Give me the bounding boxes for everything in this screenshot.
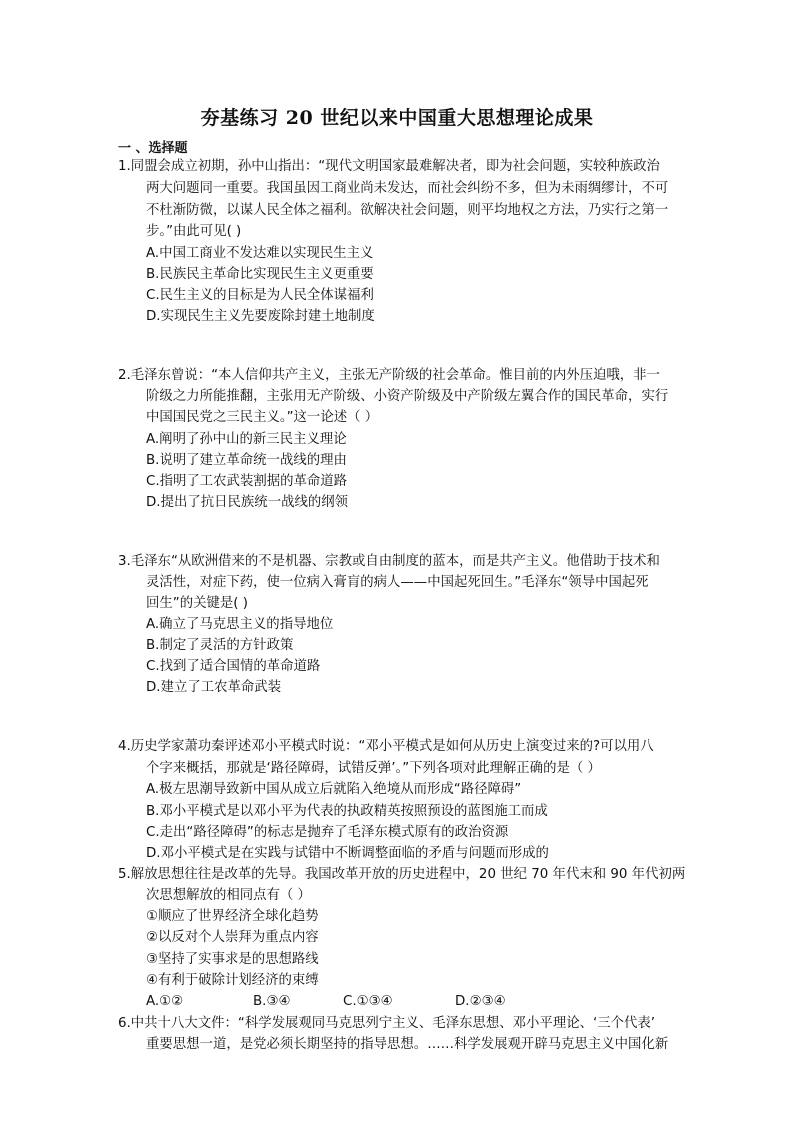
question-5-statement-1: ①顺应了世界经济全球化趋势	[146, 909, 319, 924]
question-3-line-1: 3.毛泽东“从欧洲借来的不是机器、宗教或自由制度的蓝本，而是共产主义。他借助于技术和	[118, 554, 660, 569]
page-title: 夯基练习 20 世纪以来中国重大思想理论成果	[200, 107, 594, 129]
question-2-line-1: 2.毛泽东曾说：“本人信仰共产主义，主张无产阶级的社会革命。惟目前的内外压迫哦，非一	[118, 368, 660, 383]
question-2-line-2: 阶级之力所能推翻，主张用无产阶级、小资产阶级及中产阶级左翼合作的国民革命，实行	[146, 389, 669, 404]
question-1-line-1: 1.同盟会成立初期，孙中山指出：“现代文明国家最难解决者，即为社会问题，实较种族政治	[118, 159, 660, 174]
question-5-statement-3: ③坚持了实事求是的思想路线	[146, 952, 319, 967]
question-3-option-a: A.确立了马克思主义的指导地位	[146, 617, 334, 632]
question-3-line-3: 回生”的关键是( )	[146, 596, 248, 611]
question-5-statement-2: ②以反对个人崇拜为重点内容	[146, 930, 319, 945]
question-2-line-3: 中国国民党之三民主义。”这一论述（ ）	[146, 410, 379, 425]
question-5-statement-4: ④有利于破除计划经济的束缚	[146, 973, 319, 988]
question-3-option-b: B.制定了灵活的方针政策	[146, 638, 294, 653]
question-2-option-b: B.说明了建立革命统一战线的理由	[146, 453, 347, 468]
question-4-option-a: A.极左思潮导致新中国从成立后就陷入绝境从而形成“路径障碍”	[146, 782, 522, 797]
question-4-line-1: 4.历史学家萧功秦评述邓小平模式时说：“邓小平模式是如何从历史上演变过来的?可以用八	[118, 739, 654, 754]
question-5-answer-b: B.③④	[253, 994, 291, 1009]
question-5-answer-c: C.①③④	[343, 994, 393, 1009]
question-3-option-d: D.建立了工农革命武装	[146, 680, 282, 695]
question-4-option-d: D.邓小平模式是在实践与试错中不断调整面临的矛盾与问题而形成的	[146, 846, 549, 861]
question-5-line-2: 次思想解放的相同点有（ ）	[146, 888, 311, 903]
question-5-answer-a: A.①②	[146, 994, 184, 1009]
question-4-option-c: C.走出“路径障碍”的标志是抛弃了毛泽东模式原有的政治资源	[146, 825, 509, 840]
section-heading: 一 、选择题	[118, 141, 188, 156]
question-5-answer-d: D.②③④	[455, 994, 506, 1009]
question-3-option-c: C.找到了适合国情的革命道路	[146, 659, 321, 674]
question-1-line-2: 两大问题同一重要。我国虽因工商业尚未发达，而社会纠纷不多，但为未雨绸缪计，不可	[146, 181, 669, 196]
question-5-line-1: 5.解放思想往往是改革的先导。我国改革开放的历史进程中，20 世纪 70 年代末和 90 年代初两	[118, 867, 686, 882]
question-2-option-d: D.提出了抗日民族统一战线的纲领	[146, 495, 349, 510]
question-1-option-c: C.民生主义的目标是为人民全体谋福利	[146, 288, 374, 303]
question-6-line-1: 6.中共十八大文件：“科学发展观同马克思列宁主义、毛泽东思想、邓小平理论、‘三个代表’	[118, 1016, 656, 1031]
question-2-option-c: C.指明了工农武装割据的革命道路	[146, 474, 348, 489]
question-1-option-d: D.实现民生主义先要废除封建土地制度	[146, 309, 375, 324]
question-1-option-a: A.中国工商业不发达难以实现民生主义	[146, 246, 374, 261]
question-2-option-a: A.阐明了孙中山的新三民主义理论	[146, 432, 347, 447]
question-6-line-2: 重要思想一道，是党必须长期坚持的指导思想。……科学发展观开辟马克思主义中国化新	[146, 1037, 669, 1052]
question-3-line-2: 灵活性，对症下药，使一位病入膏肓的病人——中国起死回生。”毛泽东“领导中国起死	[146, 575, 649, 590]
question-1-line-3: 不杜渐防微，以谋人民全体之福利。欲解决社会问题，则平均地权之方法，乃实行之第一	[146, 203, 669, 218]
question-1-option-b: B.民族民主革命比实现民生主义更重要	[146, 267, 374, 282]
question-4-option-b: B.邓小平模式是以邓小平为代表的执政精英按照预设的蓝图施工而成	[146, 804, 548, 819]
question-4-line-2: 个字来概括，那就是‘路径障碍，试错反弹’。”下列各项对此理解正确的是（ ）	[146, 761, 601, 776]
question-1-line-4: 步。”由此可见( )	[146, 224, 242, 239]
